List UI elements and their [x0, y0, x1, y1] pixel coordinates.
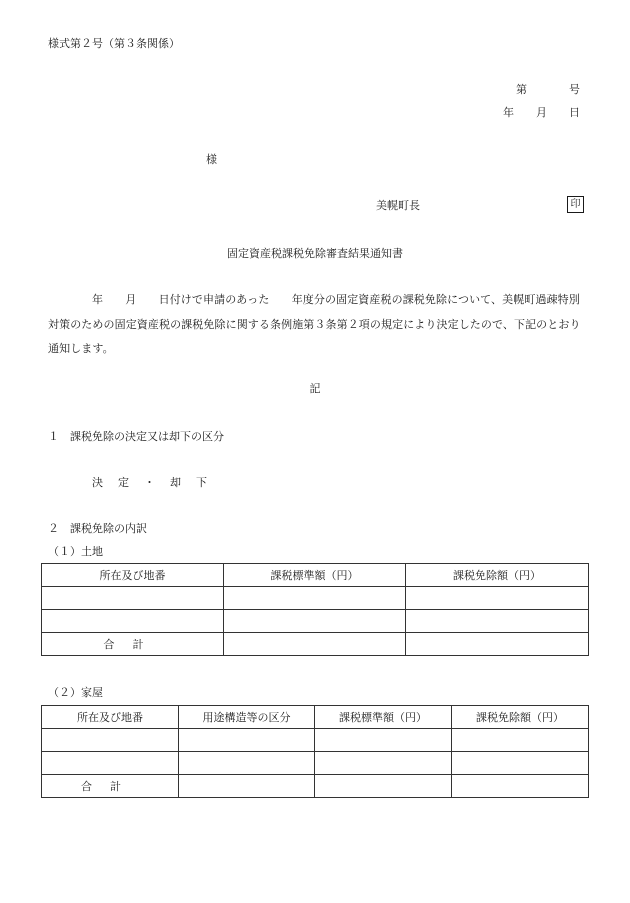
doc-number-go: 号 — [569, 83, 580, 96]
issue-date — [503, 107, 580, 118]
decision-options: 決 定 ・ 却 下 — [92, 476, 209, 489]
building-subheading: （２）家屋 — [48, 686, 103, 699]
document-number — [516, 84, 580, 95]
form-number: 様式第２号（第３条関係） — [48, 37, 180, 50]
total-row — [42, 633, 589, 656]
table-header-row — [42, 706, 589, 729]
total-row — [42, 775, 589, 798]
table-cell[interactable] — [179, 752, 315, 775]
seal-mark: 印 — [567, 196, 584, 213]
table-cell[interactable] — [406, 587, 589, 610]
date-year: 年 — [503, 106, 514, 119]
table-row — [42, 587, 589, 610]
land-subheading: （１）土地 — [48, 545, 103, 558]
table-cell[interactable] — [452, 752, 589, 775]
column-header: 課税標準額（円） — [315, 706, 452, 729]
column-header: 所在及び地番 — [42, 564, 224, 587]
table-cell[interactable] — [315, 729, 452, 752]
table-cell[interactable] — [42, 729, 179, 752]
total-label: 合計 — [42, 633, 224, 656]
column-header: 課税免除額（円） — [452, 706, 589, 729]
table-row — [42, 729, 589, 752]
column-header: 所在及び地番 — [42, 706, 179, 729]
column-header: 課税免除額（円） — [406, 564, 589, 587]
document-title: 固定資産税課税免除審査結果通知書 — [227, 247, 403, 260]
table-cell[interactable] — [315, 775, 452, 798]
issuer-title: 美幌町長 — [376, 199, 420, 212]
table-cell[interactable] — [224, 587, 406, 610]
date-month: 月 — [536, 106, 547, 119]
table-cell[interactable] — [42, 587, 224, 610]
table-cell[interactable] — [224, 633, 406, 656]
date-day: 日 — [569, 106, 580, 119]
table-cell[interactable] — [42, 752, 179, 775]
column-header: 用途構造等の区分 — [179, 706, 315, 729]
land-table — [41, 563, 589, 656]
table-cell[interactable] — [452, 775, 589, 798]
total-label: 合計 — [42, 775, 179, 798]
table-row — [42, 610, 589, 633]
section2-heading: ２ 課税免除の内訳 — [48, 522, 147, 535]
addressee-honorific: 様 — [206, 153, 217, 166]
column-header: 課税標準額（円） — [224, 564, 406, 587]
table-cell[interactable] — [315, 752, 452, 775]
table-row — [42, 752, 589, 775]
building-table — [41, 705, 589, 798]
table-header-row — [42, 564, 589, 587]
table-cell[interactable] — [406, 633, 589, 656]
table-cell[interactable] — [406, 610, 589, 633]
table-cell[interactable] — [179, 729, 315, 752]
table-cell[interactable] — [224, 610, 406, 633]
table-cell[interactable] — [42, 610, 224, 633]
notice-body: 年 月 日付けで申請のあった 年度分の固定資産税の課税免除について、美幌町過疎特別対策のための固定資産税の課税免除に関する条例施第３条第２項の規定により決定したので、下記のとおり通知します。 — [48, 293, 581, 355]
ki-heading: 記 — [309, 382, 321, 395]
table-cell[interactable] — [179, 775, 315, 798]
table-cell[interactable] — [452, 729, 589, 752]
doc-number-dai: 第 — [516, 83, 527, 96]
section1-heading: １ 課税免除の決定又は却下の区分 — [48, 430, 224, 443]
